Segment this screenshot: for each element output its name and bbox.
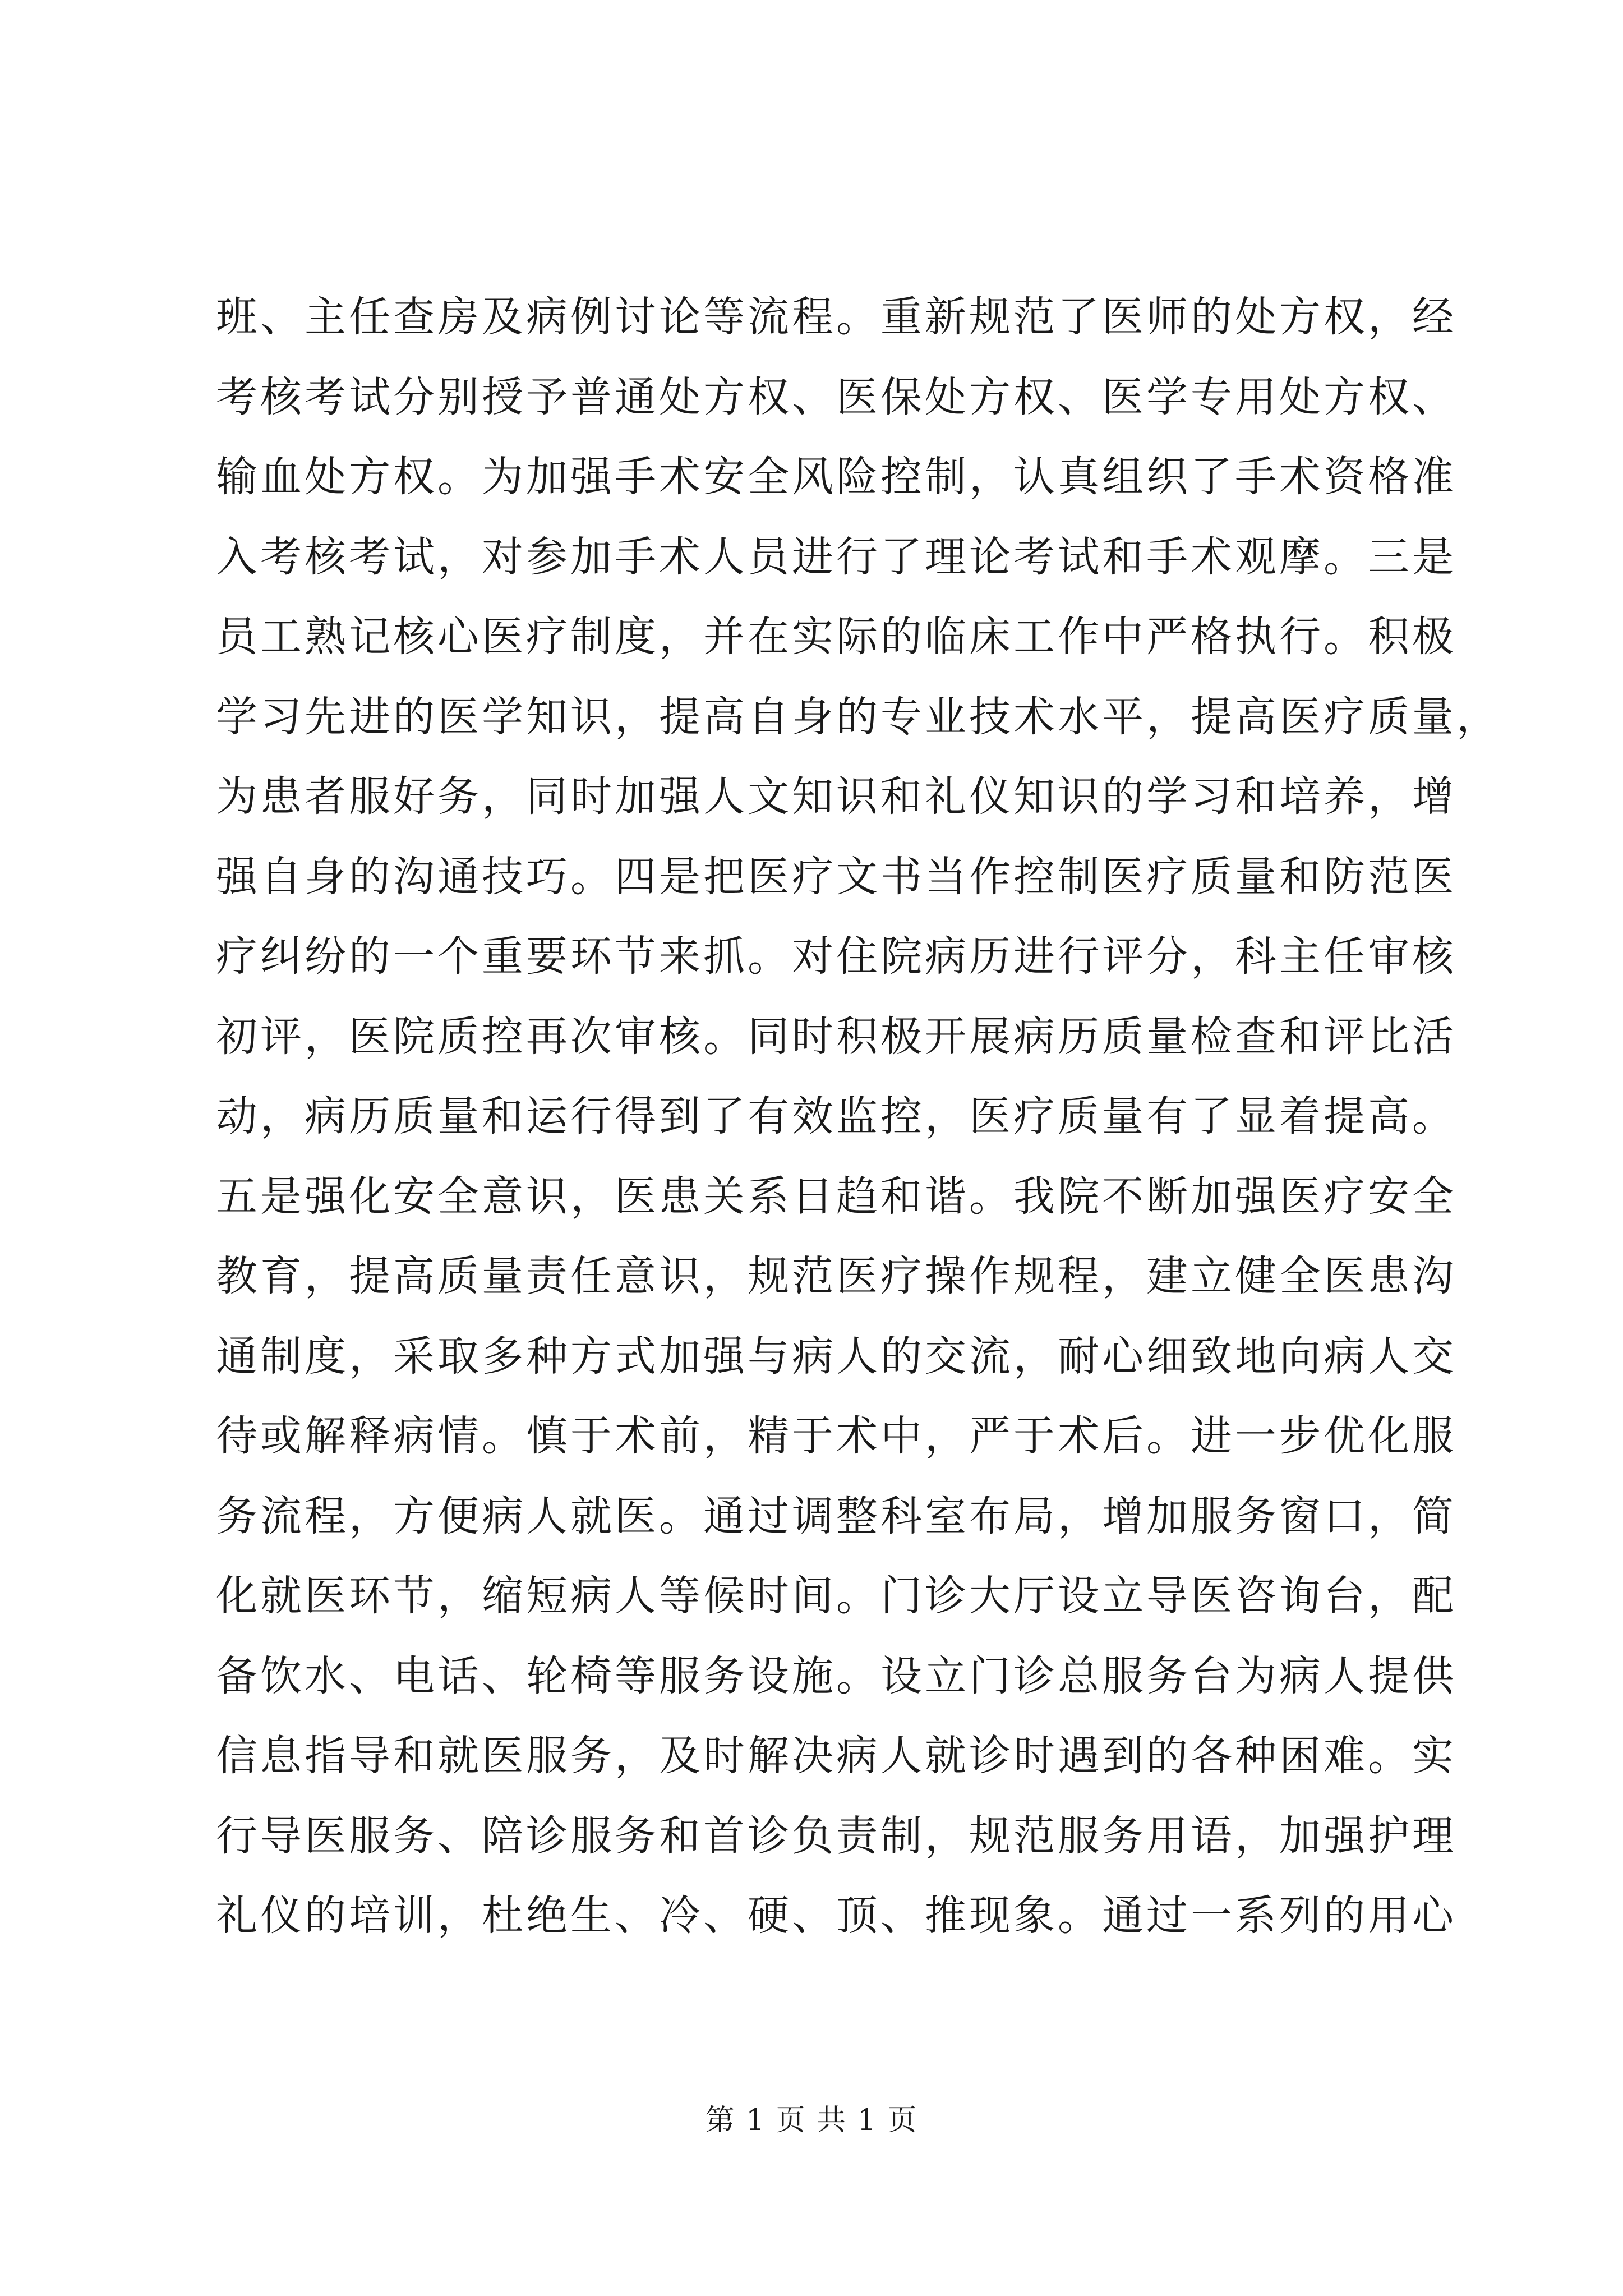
text-line: 信息指导和就医服务，及时解决病人就诊时遇到的各种困难。实 [216,1732,1456,1780]
text-line: 五是强化安全意识，医患关系日趋和谐。我院不断加强医疗安全 [216,1172,1456,1221]
text-line: 考核考试分别授予普通处方权、医保处方权、医学专用处方权、 [216,372,1456,421]
text-line: 学习先进的医学知识，提高自身的专业技术水平，提高医疗质量， [216,692,1501,741]
text-line: 疗纠纷的一个重要环节来抓。对住院病历进行评分，科主任审核 [216,932,1456,981]
text-line: 动，病历质量和运行得到了有效监控，医疗质量有了显着提高。 [216,1092,1456,1140]
text-line: 初评，医院质控再次审核。同时积极开展病历质量检查和评比活 [216,1012,1456,1061]
text-line: 行导医服务、陪诊服务和首诊负责制，规范服务用语，加强护理 [216,1811,1456,1860]
text-line: 化就医环节，缩短病人等候时间。门诊大厅设立导医咨询台，配 [216,1572,1456,1620]
text-line: 教育，提高质量责任意识，规范医疗操作规程，建立健全医患沟 [216,1252,1456,1300]
text-line: 输血处方权。为加强手术安全风险控制，认真组织了手术资格准 [216,453,1456,501]
text-line: 务流程，方便病人就医。通过调整科室布局，增加服务窗口，简 [216,1492,1456,1540]
text-line: 通制度，采取多种方式加强与病人的交流，耐心细致地向病人交 [216,1332,1456,1381]
text-line: 备饮水、电话、轮椅等服务设施。设立门诊总服务台为病人提供 [216,1651,1456,1700]
page-footer: 第 1 页 共 1 页 [705,2104,918,2137]
text-line: 强自身的沟通技巧。四是把医疗文书当作控制医疗质量和防范医 [216,852,1456,901]
text-line: 员工熟记核心医疗制度，并在实际的临床工作中严格执行。积极 [216,613,1456,661]
text-line: 礼仪的培训，杜绝生、冷、硬、顶、推现象。通过一系列的用心 [216,1892,1456,1940]
text-line: 入考核考试，对参加手术人员进行了理论考试和手术观摩。三是 [216,532,1456,581]
text-line: 待或解释病情。慎于术前，精于术中，严于术后。进一步优化服 [216,1412,1456,1460]
text-line: 班、主任查房及病例讨论等流程。重新规范了医师的处方权，经 [216,293,1456,341]
text-line: 为患者服好务，同时加强人文知识和礼仪知识的学习和培养，增 [216,772,1456,821]
